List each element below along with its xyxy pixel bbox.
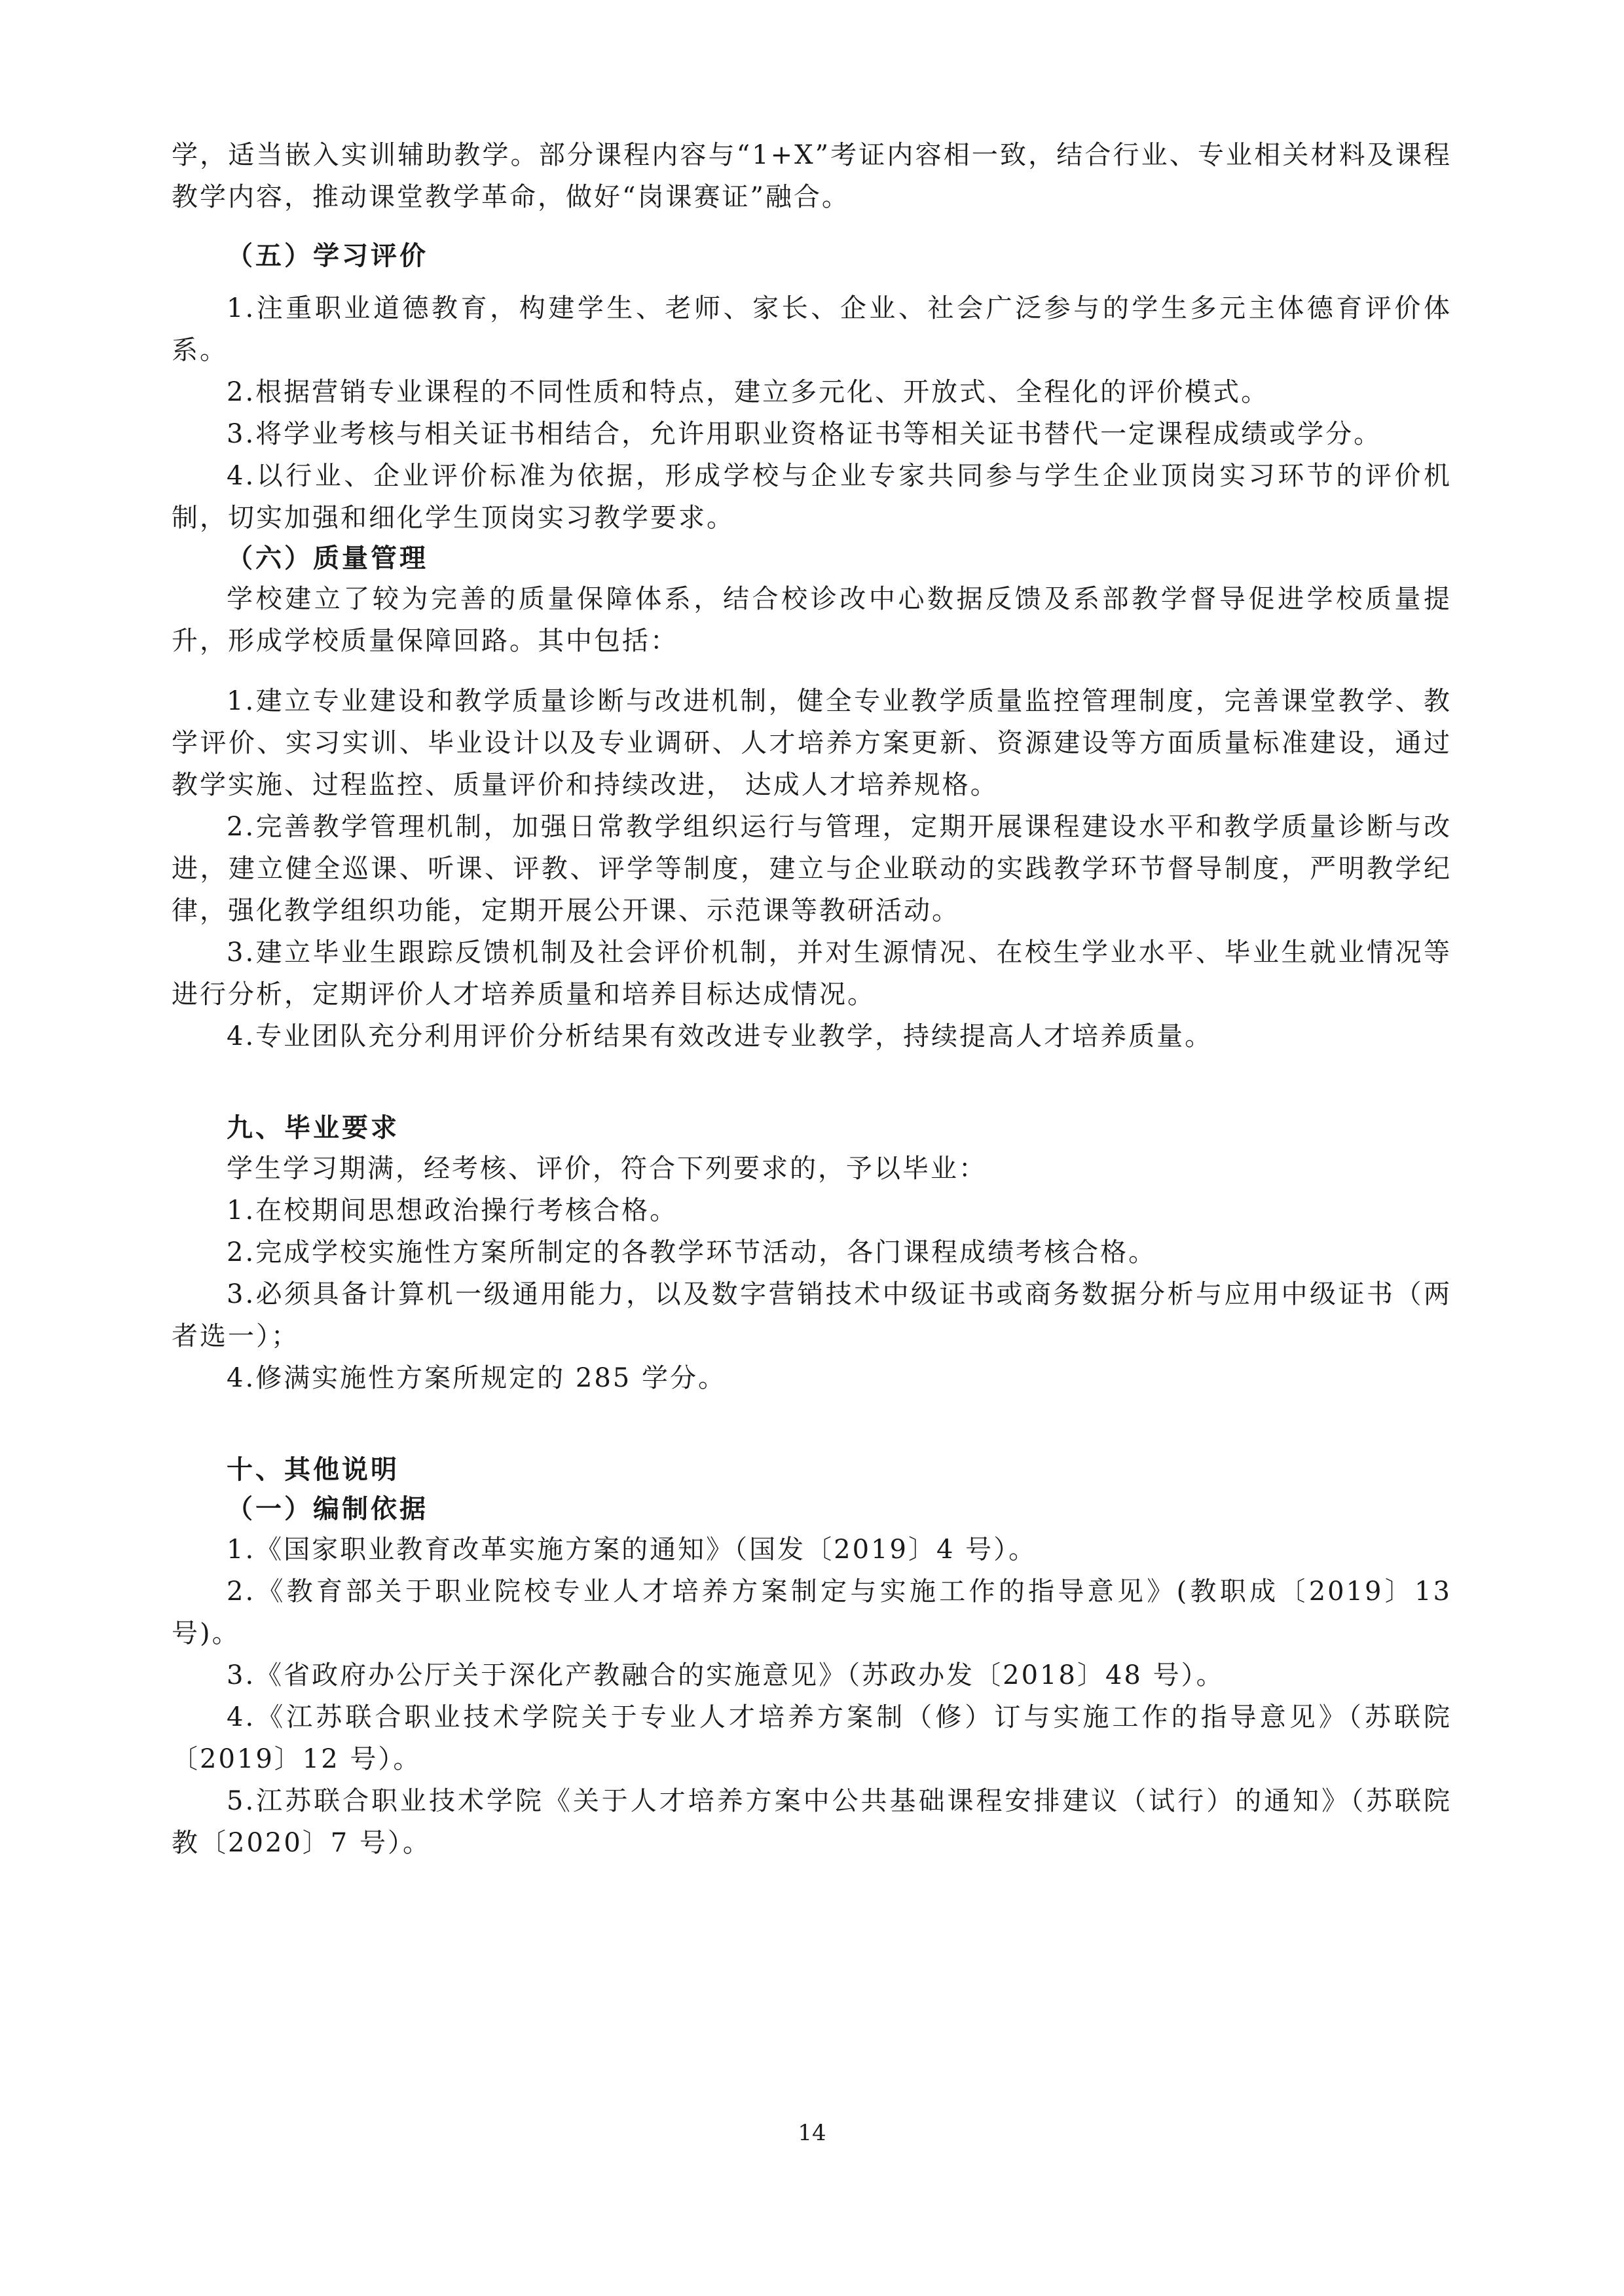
graduation-item-1: 1.在校期间思想政治操行考核合格。 — [227, 1195, 678, 1226]
eval-item-2: 2.根据营销专业课程的不同性质和特点，建立多元化、开放式、全程化的评价模式。 — [227, 377, 1270, 407]
graduation-item-2: 2.完成学校实施性方案所制定的各教学环节活动，各门课程成绩考核合格。 — [227, 1237, 1157, 1267]
basis-item-1: 1.《国家职业教育改革实施方案的通知》（国发〔2019〕4 号）。 — [227, 1535, 1037, 1565]
page-number: 14 — [798, 2120, 826, 2146]
quality-item-3: 3.建立毕业生跟踪反馈机制及社会评价机制，并对生源情况、在校生学业水平、毕业生就业情况等进行分析，定期评价人才培养质量和培养目标达成情况。 — [172, 938, 1452, 1010]
basis-item-2: 2.《教育部关于职业院校专业人才培养方案制定与实施工作的指导意见》(教职成〔2019〕13 号)。 — [172, 1576, 1452, 1649]
section-heading-learning-evaluation: （五）学习评价 — [227, 241, 428, 271]
eval-item-4: 4.以行业、企业评价标准为依据，形成学校与企业专家共同参与学生企业顶岗实习环节的评价机制，切实加强和细化学生顶岗实习教学要求。 — [172, 461, 1452, 533]
section-heading-quality-management: （六）质量管理 — [227, 543, 428, 574]
basis-item-3: 3.《省政府办公厅关于深化产教融合的实施意见》（苏政办发〔2018〕48 号）。 — [227, 1660, 1225, 1690]
quality-item-2: 2.完善教学管理机制，加强日常教学组织运行与管理，定期开展课程建设水平和教学质量诊断与改进，建立健全巡课、听课、评教、评学等制度，建立与企业联动的实践教学环节督导制度，严明教学纪律，强化教学组织功能，定期开展公开课、示范课等教研活动。 — [172, 812, 1452, 926]
graduation-intro: 学生学习期满，经考核、评价，符合下列要求的，予以毕业： — [227, 1154, 987, 1184]
quality-intro: 学校建立了较为完善的质量保障体系，结合校诊改中心数据反馈及系部教学督导促进学校质量提升，形成学校质量保障回路。其中包括： — [172, 584, 1452, 656]
section-heading-graduation-requirements: 九、毕业要求 — [227, 1113, 399, 1143]
eval-item-3: 3.将学业考核与相关证书相结合，允许用职业资格证书等相关证书替代一定课程成绩或学分。 — [227, 419, 1382, 449]
section-heading-other-notes: 十、其他说明 — [227, 1455, 399, 1485]
subsection-heading-compilation-basis: （一）编制依据 — [227, 1494, 428, 1524]
document-page — [172, 134, 1452, 1864]
intro-paragraph: 学，适当嵌入实训辅助教学。部分课程内容与“1+X”考证内容相一致，结合行业、专业相关材料及课程教学内容，推动课堂教学革命，做好“岗课赛证”融合。 — [172, 140, 1452, 212]
graduation-item-3: 3.必须具备计算机一级通用能力，以及数字营销技术中级证书或商务数据分析与应用中级证书（两者选一）； — [172, 1279, 1452, 1351]
basis-item-5: 5.江苏联合职业技术学院《关于人才培养方案中公共基础课程安排建议（试行）的通知》（苏联院教〔2020〕7 号）。 — [172, 1786, 1452, 1858]
basis-item-4: 4.《江苏联合职业技术学院关于专业人才培养方案制（修）订与实施工作的指导意见》（苏联院〔2019〕12 号）。 — [172, 1702, 1452, 1774]
quality-item-1: 1.建立专业建设和教学质量诊断与改进机制，健全专业教学质量监控管理制度，完善课堂教学、教学评价、实习实训、毕业设计以及专业调研、人才培养方案更新、资源建设等方面质量标准建设，通过教学实施、过程监控、质量评价和持续改进， 达成人才培养规格。 — [172, 686, 1452, 800]
quality-item-4: 4.专业团队充分利用评价分析结果有效改进专业教学，持续提高人才培养质量。 — [227, 1021, 1213, 1051]
graduation-item-4: 4.修满实施性方案所规定的 285 学分。 — [227, 1363, 726, 1393]
eval-item-1: 1.注重职业道德教育，构建学生、老师、家长、企业、社会广泛参与的学生多元主体德育评价体系。 — [172, 293, 1452, 365]
